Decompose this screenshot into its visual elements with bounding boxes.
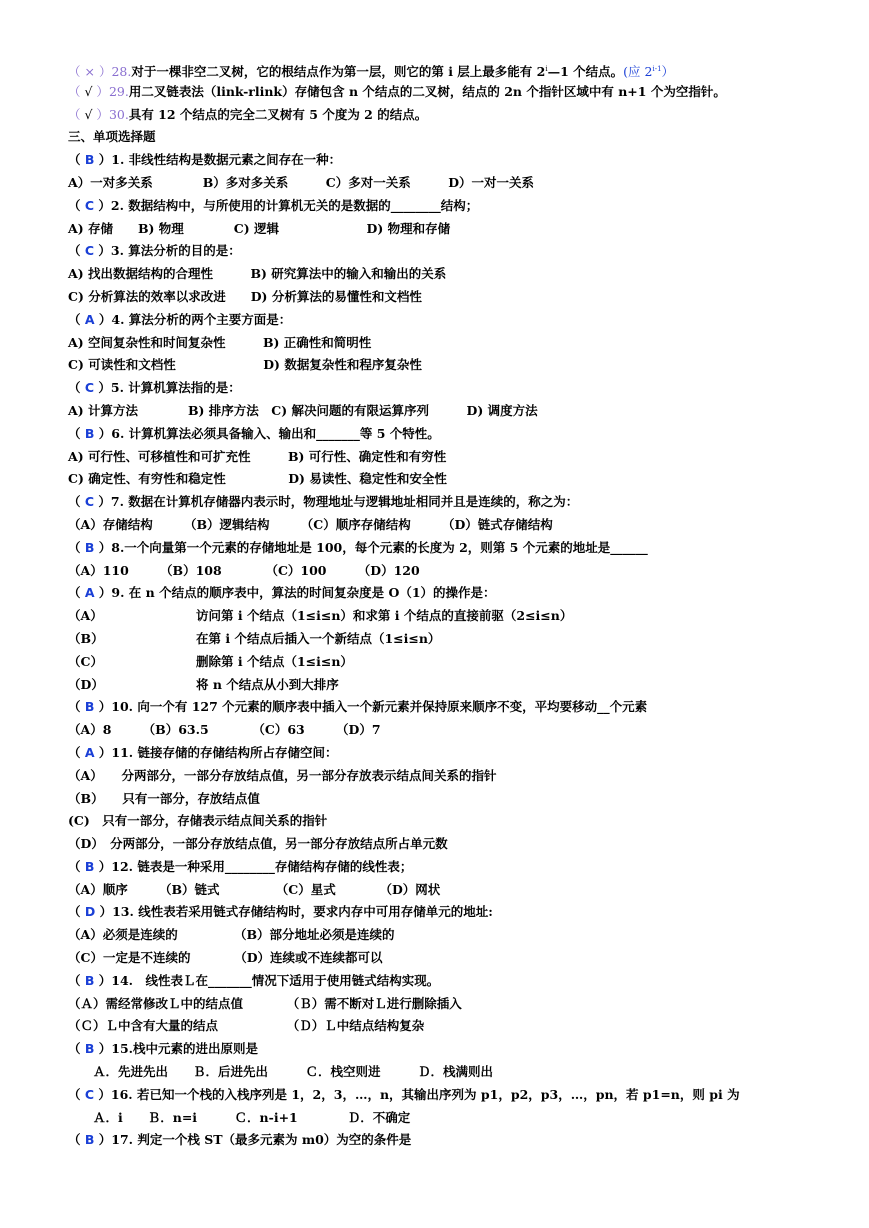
answer-mark: B [84,858,95,874]
options-line: A) 存储 B) 物理 C) 逻辑 D) 物理和存储 [68,220,451,236]
options-line: C) 可读性和文档性 D) 数据复杂性和程序复杂性 [68,357,422,373]
options-line: A）一对多关系 B）多对多关系 C）多对一关系 D）一对一关系 [68,174,535,190]
options-line: （A）8 （B）63.5 （C）63 （D）7 [68,722,381,738]
answer-mark: B [84,425,95,441]
question-5: （ C ）5. 计算机算法指的是： [68,380,241,396]
tf-question-28: （ × ）28.对于一棵非空二叉树，它的根结点作为第一层，则它的第 i 层上最多能有 2$^i$—1 个结点。(应 2$^{i-1}$） [68,64,675,79]
option-d: （D） 分两部分，一部分存放结点值，另一部分存放结点所占单元数 [68,836,448,852]
answer-mark: C [84,243,95,259]
tf-question-29: （ √ ）29.用二叉链表法（link-rlink）存储包含 n 个结点的二叉树，结点的 2n 个指针区域中有 n+1 个为空指针。 [68,83,726,99]
answer-mark: B [84,152,95,168]
option-c: （C） 删除第 i 个结点（1≤i≤n） [68,653,353,669]
options-line: （C）一定是不连续的 （D）连续或不连续都可以 [68,950,383,966]
question-7: （ C ）7. 数据在计算机存储器内表示时，物理地址与逻辑地址相同并且是连续的，称之为： [68,494,579,510]
answer-mark: B [84,539,95,555]
option-d: （D） 将 n 个结点从小到大排序 [68,676,339,692]
options-line: C) 分析算法的效率以求改进 D) 分析算法的易懂性和文档性 [68,288,422,304]
answer-mark: B [84,1132,95,1148]
question-6: （ B ）6. 计算机算法必须具备输入、输出和_______等 5 个特性。 [68,425,440,441]
answer-mark: C [84,197,95,213]
answer-mark: B [84,1041,95,1057]
option-a: （A） 分两部分，一部分存放结点值，另一部分存放表示结点间关系的指针 [68,767,497,783]
option-b: （B） 在第 i 个结点后插入一个新结点（1≤i≤n） [68,630,441,646]
option-c: (C) 只有一部分，存储表示结点间关系的指针 [68,813,328,829]
question-14: （ B ）14. 线性表Ｌ在_______情况下适用于使用链式结构实现。 [68,972,440,988]
answer-mark: √ [84,83,93,99]
tf-question-30: （ √ ）30.具有 12 个结点的完全二叉树有 5 个度为 2 的结点。 [68,106,428,122]
answer-mark: C [84,380,95,396]
answer-mark: × [84,64,95,79]
question-3: （ C ）3. 算法分析的目的是： [68,243,241,259]
options-line: A) 空间复杂性和时间复杂性 B) 正确性和简明性 [68,334,372,350]
answer-mark: B [84,972,95,988]
answer-mark: C [84,1086,95,1102]
question-15: （ B ）15.栈中元素的进出原则是 [68,1041,258,1057]
options-line: （A）顺序 （B）链式 （C）星式 （D）网状 [68,881,441,897]
options-line: A) 计算方法 B) 排序方法 C) 解决问题的有限运算序列 D) 调度方法 [68,402,538,418]
options-line: C) 确定性、有穷性和稳定性 D) 易读性、稳定性和安全性 [68,471,447,487]
answer-mark: D [84,904,96,920]
answer-mark: A [84,585,95,601]
question-8: （ B ）8.一个向量第一个元素的存储地址是 100，每个元素的长度为 2，则第 5 个元素的地址是______ [68,539,648,555]
question-13: （ D ）13. 线性表若采用链式存储结构时，要求内存中可用存储单元的地址: [68,904,493,920]
question-2: （ C ）2. 数据结构中，与所使用的计算机无关的是数据的________结构； [68,197,479,213]
answer-mark: A [84,744,95,760]
question-16: （ C ）16. 若已知一个栈的入栈序列是 1，2，3，…，n，其输出序列为 p1，p2，p3，…，pn，若 p1=n，则 pi 为 [68,1086,740,1102]
question-17: （ B ）17. 判定一个栈 ST（最多元素为 m0）为空的条件是 [68,1132,412,1148]
question-4: （ A ）4. 算法分析的两个主要方面是： [68,311,292,327]
answer-mark: C [84,494,95,510]
options-line: （A）110 （B）108 （C）100 （D）120 [68,562,420,578]
answer-mark: √ [84,106,93,122]
options-line: Ａ．i Ｂ．n=i Ｃ．n-i+1 Ｄ．不确定 [68,1109,411,1125]
question-1: （ B ）1. 非线性结构是数据元素之间存在一种： [68,152,342,168]
options-line: （A）存储结构 （B）逻辑结构 （C）顺序存储结构 （D）链式存储结构 [68,516,553,532]
option-a: （A） 访问第 i 个结点（1≤i≤n）和求第 i 个结点的直接前驱（2≤i≤n） [68,608,573,624]
answer-mark: B [84,699,95,715]
question-9: （ A ）9. 在 n 个结点的顺序表中，算法的时间复杂度是 O（1）的操作是： [68,585,496,601]
question-10: （ B ）10. 向一个有 127 个元素的顺序表中插入一个新元素并保持原来顺序不变，平均要移动__个元素 [68,699,648,715]
options-line: A) 找出数据结构的合理性 B) 研究算法中的输入和输出的关系 [68,266,447,282]
options-line: （A）必须是连续的 （B）部分地址必须是连续的 [68,927,395,943]
question-12: （ B ）12. 链表是一种采用________存储结构存储的线性表； [68,858,413,874]
options-line: A) 可行性、可移植性和可扩充性 B) 可行性、确定性和有穷性 [68,448,447,464]
document-page [68,58,858,1152]
options-line: （Ｃ）Ｌ中含有大量的结点 （Ｄ）Ｌ中结点结构复杂 [68,1018,425,1034]
option-b: （B） 只有一部分，存放结点值 [68,790,260,806]
answer-mark: A [84,311,95,327]
options-line: （Ａ）需经常修改Ｌ中的结点值 （Ｂ）需不断对Ｌ进行删除插入 [68,995,462,1011]
section-heading: 三、单项选择题 [68,129,156,145]
options-line: Ａ．先进先出 Ｂ．后进先出 Ｃ．栈空则进 Ｄ．栈满则出 [68,1064,494,1080]
question-11: （ A ）11. 链接存储的存储结构所占存储空间： [68,744,338,760]
